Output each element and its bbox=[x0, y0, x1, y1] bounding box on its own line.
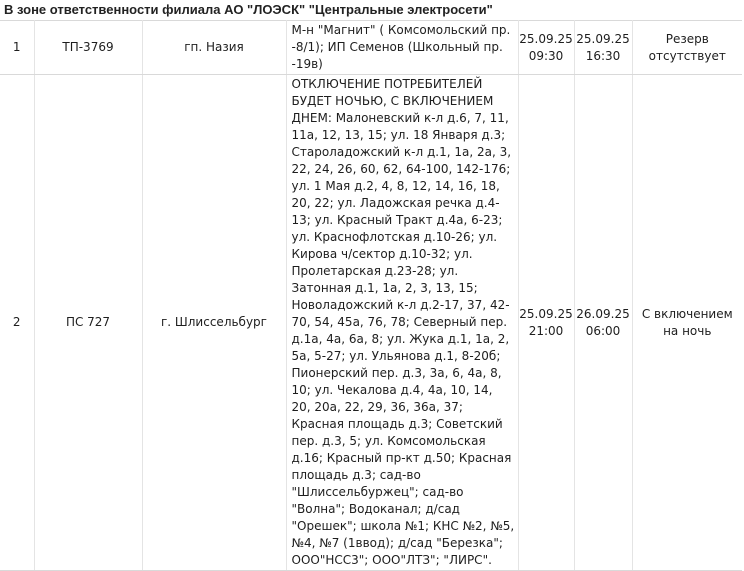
locality-cell: гп. Назия bbox=[142, 21, 286, 75]
reserve-cell: Резерв отсутствует bbox=[632, 21, 742, 75]
substation-cell: ТП-3769 bbox=[34, 21, 142, 75]
end-time: 16:30 bbox=[585, 48, 621, 63]
table-row bbox=[0, 21, 742, 75]
end-date: 26.09.25 bbox=[576, 306, 630, 321]
start-time: 09:30 bbox=[528, 48, 564, 63]
row-number: 1 bbox=[0, 21, 34, 75]
end-time: 06:00 bbox=[585, 323, 621, 338]
consumers-cell: ОТКЛЮЧЕНИЕ ПОТРЕБИТЕЛЕЙ БУДЕТ НОЧЬЮ, С ВКЛЮЧЕНИЕМ ДНЕМ: Малоневский к-л д.6, 7, 11, 11а, 12, 13, 15; ул. 18 Января д.3; Староладожский к-л д.1, 1а, 2а, 3, 22, 24, 26, 60, 62, 64-100, 142-176; ул. 1 Мая д.2, 4, 8, 12, 14, 16, 18, 20, 22; ул. Ладожская речка д.4-13; ул. Красный Тракт д.4а, 6-23; ул. Краснофлотская д.10-26; ул. Кирова ч/сектор д.10-32; ул. Пролетарская д.23-28; ул. Затонная д.1, 1а, 2, 3, 13, 15; Новоладожский к-л д.2-17, 37, 42-70, 54, 45а, 76, 78; Северный пер. д.1а, 4а, 6а, 8; ул. Жука д.1, 1а, 2, 5а, 5-27; ул. Ульянова д.1, 8-20б; Пионерский пер. д.3, 3а, 6, 4а, 8, 10; ул. Чекалова д.4, 4а, 10, 14, 20, 20а, 22, 29, 36, 36а, 37; Красная площадь д.3; Советский пер. д.3, 5; ул. Комсомольская д.16; Красный пр-кт д.50; Красная площадь д.3; сад-во "Шлиссельбуржец"; сад-во "Волна"; Водоканал; д/сад "Орешек"; школа №1; КНС №2, №5, №4, №7 (1ввод); д/сад "Березка"; ООО"НСС3"; ООО"ЛТЗ"; "ЛИРС". bbox=[286, 75, 518, 571]
row-number: 2 bbox=[0, 75, 34, 571]
end-date: 25.09.25 bbox=[576, 31, 630, 46]
start-date: 25.09.25 bbox=[519, 306, 573, 321]
reserve-cell: С включением на ночь bbox=[632, 75, 742, 571]
substation-cell: ПС 727 bbox=[34, 75, 142, 571]
table-row bbox=[0, 75, 742, 571]
start-date: 25.09.25 bbox=[519, 31, 573, 46]
section-title: В зоне ответственности филиала АО "ЛОЭСК" "Центральные электросети" bbox=[4, 2, 493, 17]
end-datetime-cell bbox=[574, 75, 632, 571]
end-datetime-cell bbox=[574, 21, 632, 75]
start-time: 21:00 bbox=[528, 323, 564, 338]
start-datetime-cell bbox=[518, 75, 574, 571]
locality-cell: г. Шлиссельбург bbox=[142, 75, 286, 571]
start-datetime-cell bbox=[518, 21, 574, 75]
outage-table bbox=[0, 20, 742, 571]
consumers-cell: М-н "Магнит" ( Комсомольский пр. -8/1); ИП Семенов (Школьный пр. -19в) bbox=[286, 21, 518, 75]
